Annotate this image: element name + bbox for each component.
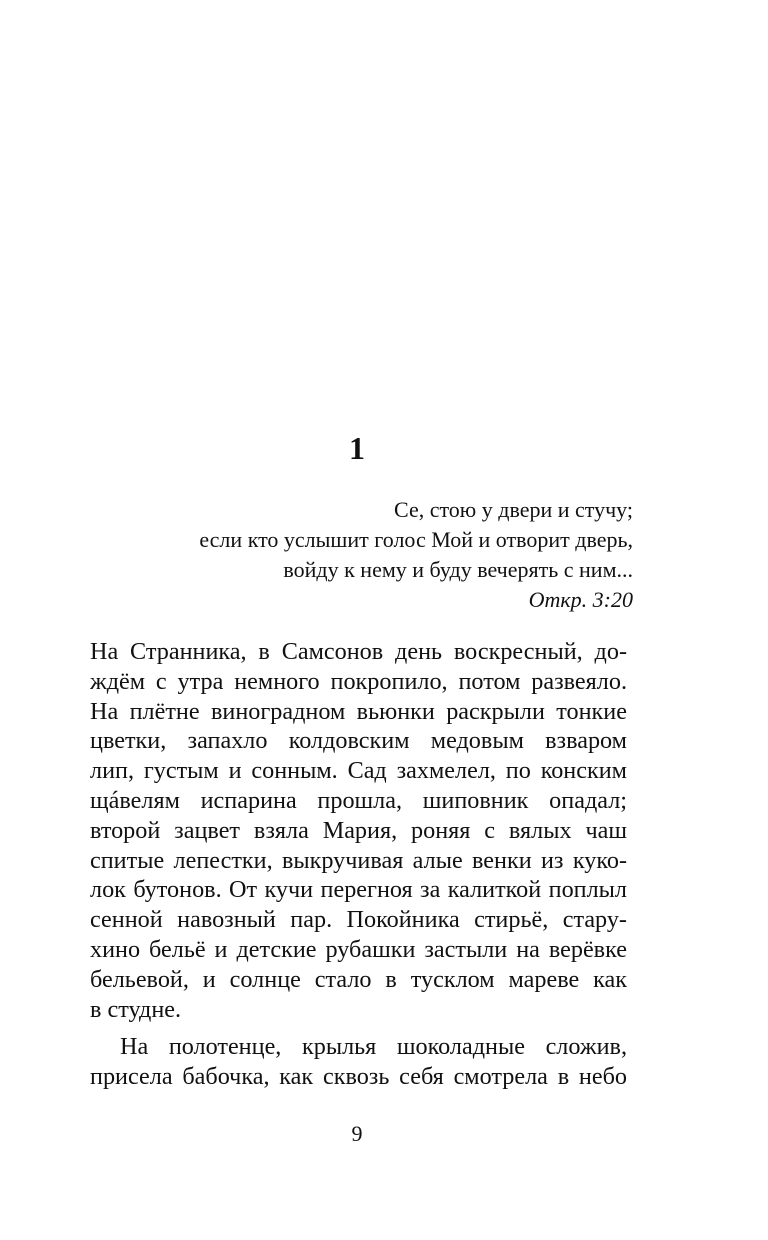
text-line: сенной навозный пар. Покойника стирьё, стару- (90, 906, 627, 934)
text-line: лип, густым и сонным. Сад захмелел, по конским (90, 757, 627, 785)
text-line: присела бабочка, как сквозь себя смотрела в небо (90, 1063, 627, 1091)
epigraph (73, 495, 633, 615)
text-line: На полотенце, крылья шоколадные сложив, (120, 1033, 627, 1061)
text-line: спитые лепестки, выкручивая алые венки из куко- (90, 846, 627, 874)
page-number: 9 (351, 1121, 363, 1146)
text-line: щáвелям испарина прошла, шиповник опадал; (90, 786, 627, 814)
text-line: На Странника, в Самсонов день воскресный, до- (90, 638, 627, 665)
epigraph-source: Откр. 3:20 (528, 587, 633, 612)
chapter-number: 1 (349, 430, 365, 466)
epigraph-line: войду к нему и буду вечерять с ним... (283, 557, 633, 582)
paragraph (90, 637, 627, 1024)
paragraph (90, 1032, 627, 1092)
text-line: ждём с утра немного покропило, потом развеяло. (90, 667, 627, 695)
body-text (90, 637, 627, 1092)
text-line: второй зацвет взяла Мария, роняя с вялых чаш (90, 816, 627, 844)
text-line: цветки, запахло колдовским медовым взваром (90, 727, 627, 755)
text-line: лок бутонов. От кучи перегноя за калиткой поплыл (90, 876, 627, 904)
text-line: в студне. (90, 995, 182, 1023)
epigraph-line: Се, стою у двери и стучу; (394, 497, 633, 522)
text-line: На плётне виноградном вьюнки раскрыли тонкие (90, 697, 627, 725)
epigraph-line: если кто услышит голос Мой и отворит дверь, (199, 527, 633, 552)
text-line: хино бельё и детские рубашки застыли на верёвке (90, 935, 627, 963)
paragraph-gap (90, 1024, 627, 1032)
text-line: бельевой, и солнце стало в тусклом мареве как (90, 965, 627, 993)
